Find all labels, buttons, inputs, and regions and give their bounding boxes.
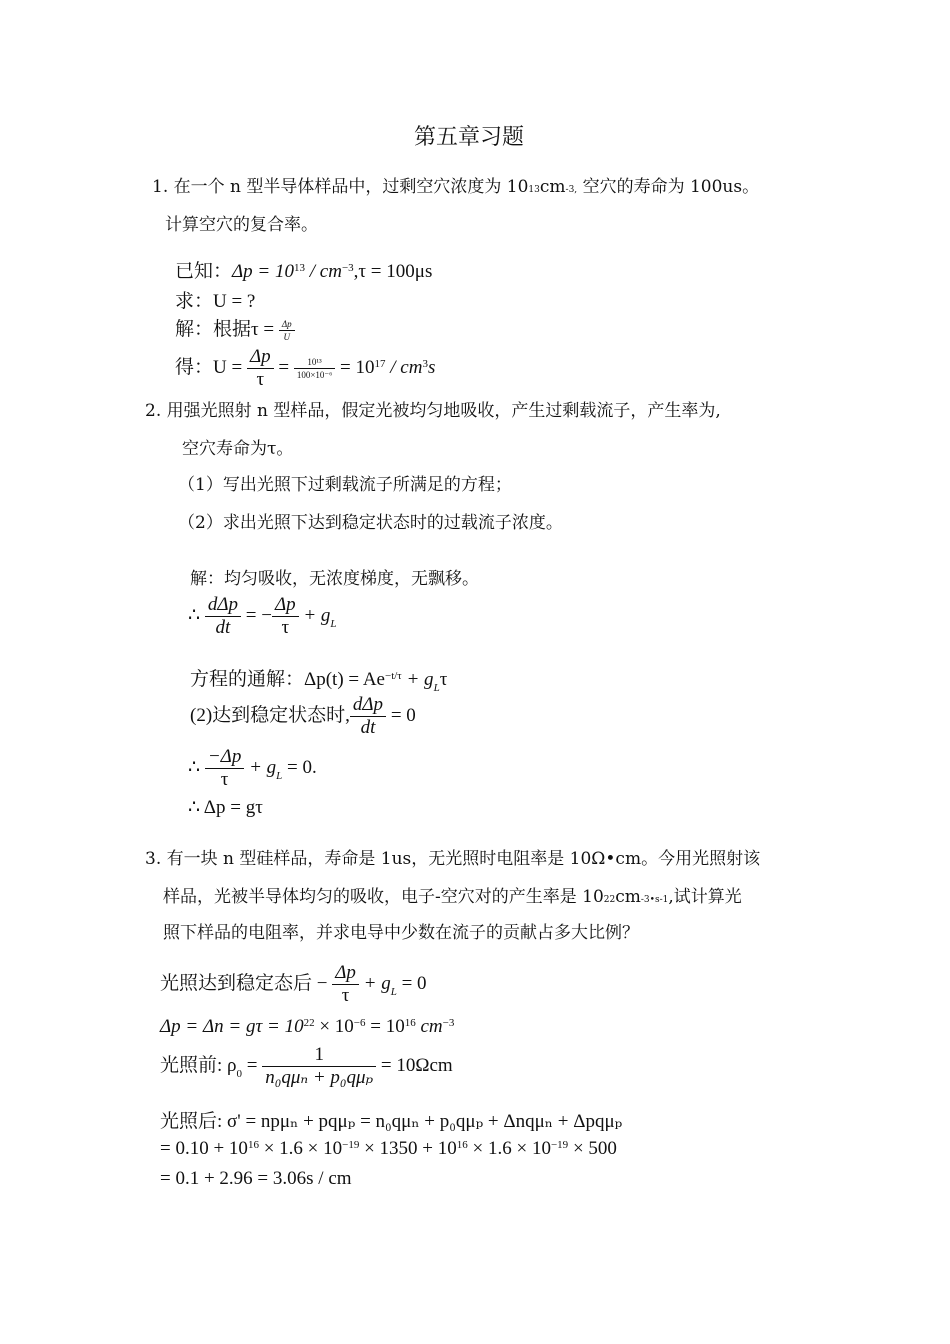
q3-s2e1: 22: [303, 1017, 315, 1029]
q2-eq1-frac: [205, 594, 241, 639]
q3-line3: 照下样品的电阻率，并求电导中少数在流子的贡献占多大比例？: [163, 923, 639, 943]
q2-eq3-frac: [205, 746, 244, 791]
q2-steady-frac: [350, 694, 386, 739]
q3-line2c: ,试计算光: [668, 887, 742, 907]
q3-s1-sub: L: [390, 985, 397, 998]
q3-s5e3: 16: [456, 1139, 468, 1151]
q2-gen-tail: + g: [401, 669, 434, 690]
q2-eq1: [188, 594, 337, 639]
q2-eq1-sub: L: [330, 617, 337, 630]
q2-eq1-frac2: [272, 594, 299, 639]
q3-s1-frac: [332, 962, 359, 1007]
q1-result: [175, 346, 435, 391]
q3-s5e2: −19: [342, 1139, 360, 1151]
q1-res-frac2: [294, 356, 335, 381]
q1-given-exp2: −3: [341, 262, 354, 274]
q2-gen-tau: τ: [439, 669, 448, 690]
q3-s5b: × 1.6 × 10: [258, 1138, 343, 1159]
q3-s3-frac: [262, 1044, 376, 1089]
q1-res-c: / cm: [385, 356, 423, 378]
q1-res-den2: 100×10⁻⁶: [296, 370, 333, 380]
q1-unit1: cm: [539, 177, 566, 197]
q1-given-label: 已知：: [175, 261, 233, 282]
q1-given-b: / cm: [305, 261, 342, 282]
q1-res-exp2: 3: [422, 357, 428, 370]
q3-s5c: × 1350 + 10: [359, 1138, 457, 1159]
q2-item1: （1）写出光照下过剩载流子所满足的方程；: [178, 475, 512, 495]
q3-line2exp: 22: [603, 895, 616, 905]
q1-res-num2: 10¹³: [294, 356, 335, 369]
q3-s2b: × 10: [314, 1016, 354, 1037]
q2-eq1-den2: τ: [281, 617, 290, 638]
q3-s1-den: τ: [341, 985, 350, 1006]
q3-s2c: = 10: [365, 1016, 405, 1037]
q2-solution: 解：均匀吸收，无浓度梯度，无飘移。: [190, 569, 479, 589]
q1-res-b: = 10: [335, 356, 375, 378]
q2-eq3: [188, 746, 317, 791]
q1-given-exp: 13: [294, 262, 305, 274]
q1-text-a: 1. 在一个 n 型半导体样品中，过剩空穴浓度为 10: [152, 177, 529, 197]
q1-given: [175, 256, 432, 283]
q2-gen-exp: −t/τ: [384, 670, 402, 682]
q2-item2: （2）求出光照下达到稳定状态时的过载流子浓度。: [178, 513, 563, 533]
q1-ask: 求：U = ?: [175, 291, 256, 312]
q1-tail1: 空穴的寿命为 100us。: [577, 177, 760, 197]
q3-s6: = 0.1 + 2.96 = 3.06s / cm: [160, 1168, 352, 1189]
q2-eq4: ∴ Δp = gτ: [188, 797, 263, 818]
q3-line2: [163, 882, 742, 907]
q1-exp1: 13: [528, 185, 540, 195]
q3-s5: [160, 1138, 617, 1160]
q2-gen-label: 方程的通解：Δp(t) = Ae: [190, 669, 385, 690]
page-title: 第五章习题: [414, 125, 525, 150]
q2-steady-tail: = 0: [386, 704, 416, 726]
q3-s3-num: 1: [262, 1044, 376, 1067]
q2-line2: 空穴寿命为τ。: [182, 439, 294, 459]
q3-s5a: = 0.10 + 10: [160, 1138, 248, 1159]
q3-s3-sub: 0: [236, 1067, 243, 1080]
q1-given-a: Δp = 10: [232, 261, 294, 282]
q1-res-eq: =: [273, 356, 294, 378]
q3-s5d: × 1.6 × 10: [467, 1138, 551, 1159]
q2-eq1-den: dt: [215, 617, 231, 638]
q2-eq3-num: −Δp: [205, 746, 244, 769]
q3-line2b: cm: [615, 887, 641, 907]
q1-res-label: 得：U =: [175, 356, 247, 378]
q3-s1-tail: + g: [358, 972, 391, 994]
q2-eq3-sub: L: [276, 769, 283, 782]
q1-solution: [175, 314, 295, 343]
q2-eq1-pre: ∴: [188, 604, 205, 626]
q1-given-c: ,τ = 100μs: [353, 261, 433, 282]
q1-res-num: Δp: [247, 346, 274, 369]
q3-s3-label: 光照前: ρ: [160, 1054, 237, 1076]
q1-exp2: -3,: [565, 185, 578, 195]
q3-s2e3: 16: [404, 1017, 416, 1029]
q3-s1-label: 光照达到稳定态后 −: [160, 972, 333, 994]
q1-sol-den: U: [283, 332, 290, 343]
q3-s2e4: −3: [442, 1017, 455, 1029]
q3-s5f: × 500: [568, 1138, 617, 1159]
q1-sol-frac: [279, 318, 295, 343]
q2-eq3-tail: + g: [244, 756, 277, 778]
q2-line1: 2. 用强光照射 n 型样品，假定光被均匀地吸收，产生过剩载流子，产生率为,: [145, 401, 721, 421]
q3-s3: [160, 1044, 453, 1089]
q3-line1: 3. 有一块 n 型硅样品，寿命是 1us，无光照时电阻率是 10Ω•cm。今用光照射该: [145, 849, 761, 869]
q3-s4: 光照后: σ' = npμₙ + pqμₚ = n₀qμₙ + p₀qμₚ + Δnqμₙ + Δpqμₚ: [160, 1111, 623, 1132]
q2-eq3-end: = 0.: [282, 756, 317, 778]
q2-eq3-den: τ: [220, 769, 229, 790]
q2-eq3-pre: ∴: [188, 756, 205, 778]
q3-s2: [160, 1016, 454, 1038]
q1-res-exp: 17: [374, 357, 386, 370]
q3-s1: [160, 962, 427, 1007]
q1-sol-num: Δp: [279, 318, 295, 331]
q3-s3-tail: = 10Ωcm: [376, 1054, 453, 1076]
q2-gen-sub: L: [433, 682, 440, 694]
q3-s2a: Δp = Δn = gτ = 10: [160, 1016, 304, 1037]
q3-s1-end: = 0: [396, 972, 427, 994]
q2-eq1-num2: Δp: [272, 594, 299, 617]
q3-s3-eq: =: [242, 1054, 263, 1076]
q3-s3-den: n₀qμₙ + p₀qμₚ: [265, 1067, 374, 1088]
q2-steady-label: (2)达到稳定状态时,: [190, 704, 350, 726]
q3-s5e4: −19: [550, 1139, 569, 1151]
q1-sol-label: 解：根据τ =: [175, 319, 279, 340]
q2-steady-num: dΔp: [350, 694, 386, 717]
q2-general: [190, 664, 447, 694]
q2-eq1-num: dΔp: [205, 594, 241, 617]
q1-res-den: τ: [256, 369, 265, 390]
q3-s2e2: −6: [353, 1017, 366, 1029]
q3-s5e1: 16: [247, 1139, 259, 1151]
q3-line2a: 样品，光被半导体均匀的吸收，电子-空穴对的产生率是 10: [163, 887, 604, 907]
q2-steady-den: dt: [360, 717, 376, 738]
q3-line2exp2: -3•s-1: [640, 895, 669, 905]
q1-res-frac: [247, 346, 274, 391]
q1-res-d: s: [427, 356, 436, 378]
q2-eq1-tail: + g: [298, 604, 331, 626]
q3-s1-num: Δp: [332, 962, 359, 985]
q2-steady: [190, 694, 416, 739]
q2-eq1-mid: = −: [241, 604, 272, 626]
q1-line1: [152, 172, 759, 197]
q3-s2d: cm: [415, 1016, 443, 1037]
q1-line2: 计算空穴的复合率。: [165, 215, 318, 235]
